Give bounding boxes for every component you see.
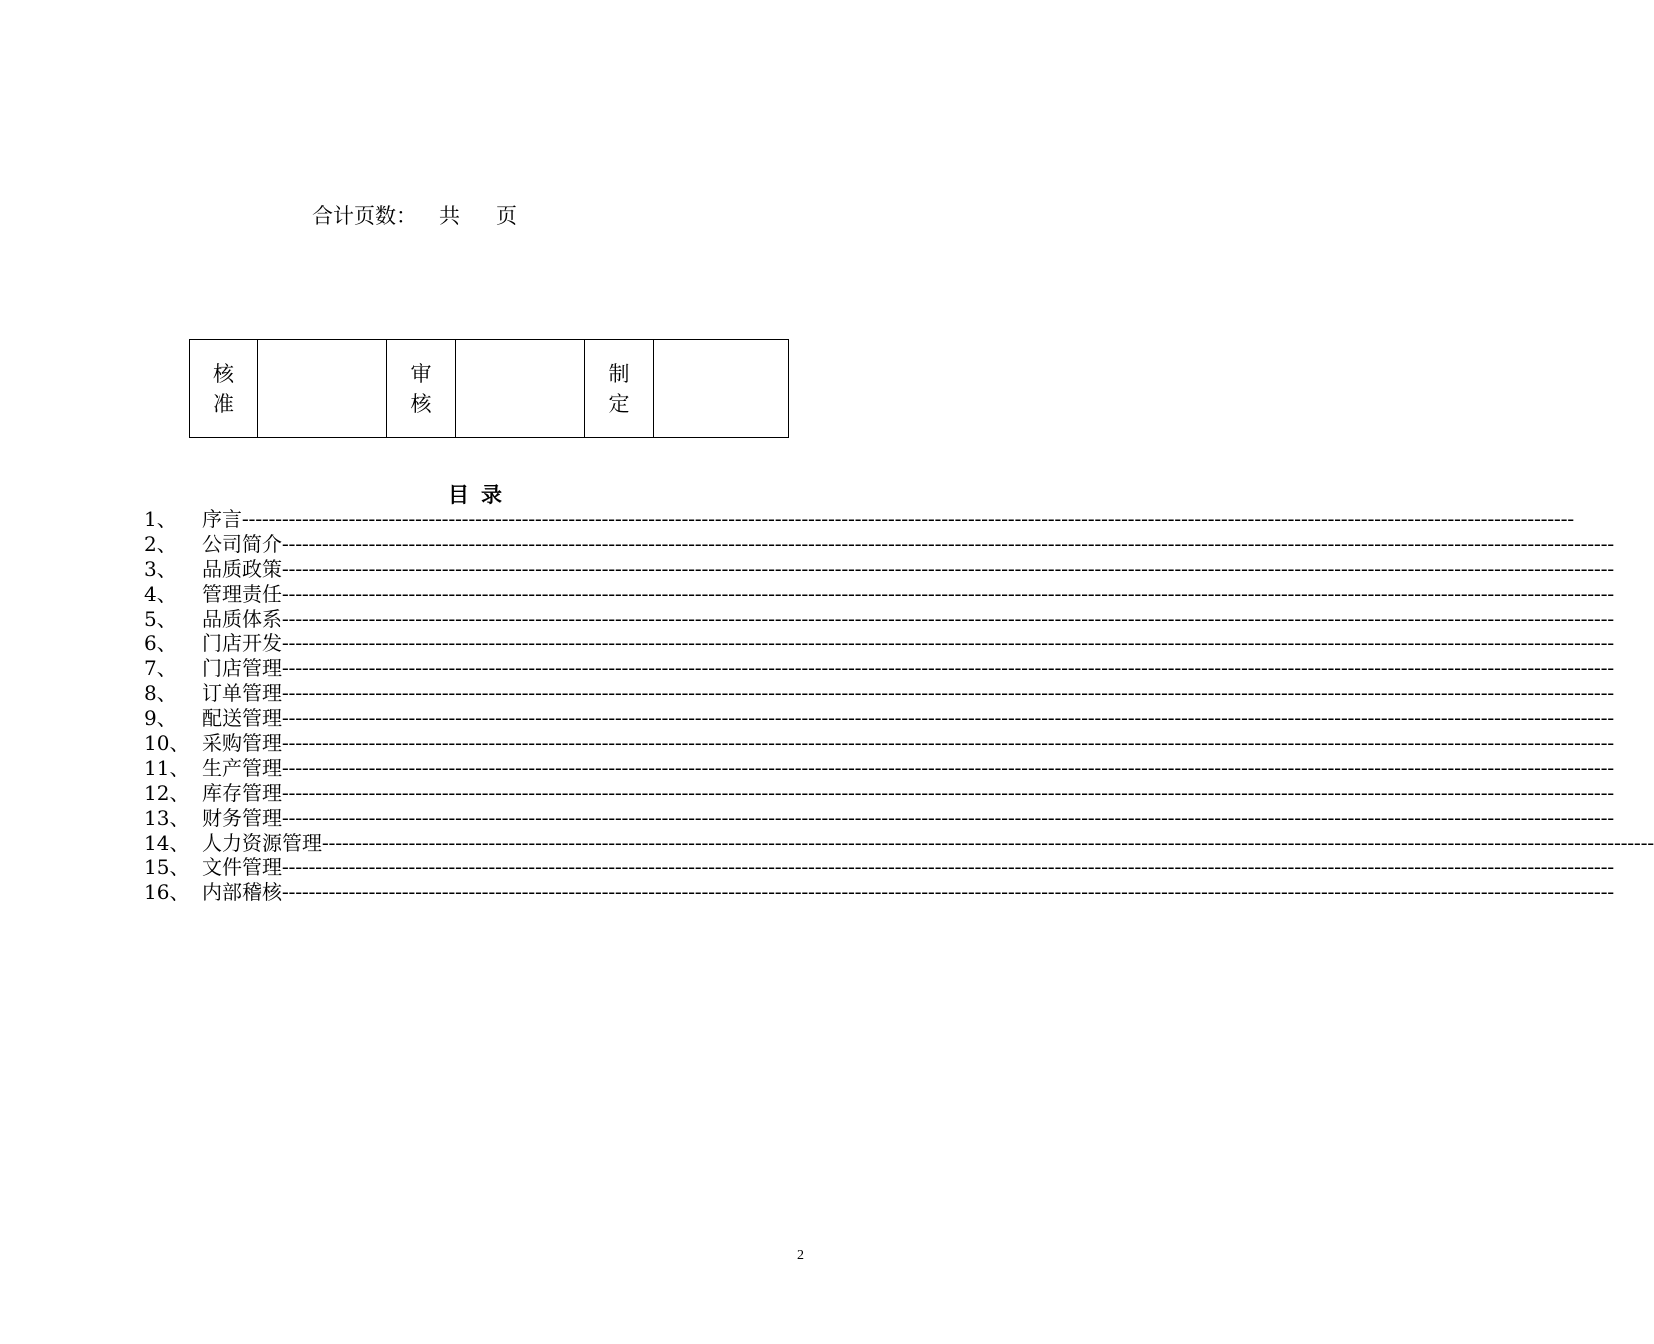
- toc-item-title: 门店开发: [202, 631, 282, 656]
- toc-dot-leader: --------------------------------------------------------------------------------------------------------------------------------------------------------------------------------------------------------: [282, 856, 1615, 879]
- toc-item[interactable]: [144, 755, 1615, 781]
- toc-dot-leader: --------------------------------------------------------------------------------------------------------------------------------------------------------------------------------------------------------: [282, 682, 1615, 705]
- approve-value-cell[interactable]: [258, 340, 387, 438]
- toc-item-number: 11、: [144, 755, 190, 780]
- toc-dot-leader: --------------------------------------------------------------------------------------------------------------------------------------------------------------------------------------------------------: [282, 756, 1615, 779]
- approve-label-char-2: 准: [213, 391, 234, 416]
- toc-item-number: 6、: [144, 631, 177, 656]
- toc-item-title: 人力资源管理: [202, 830, 322, 855]
- approve-label: [190, 340, 258, 438]
- page-count-suffix: 页: [496, 204, 517, 228]
- establish-label: [585, 340, 654, 438]
- toc-item-number: 2、: [144, 531, 177, 556]
- toc-item-title: 门店管理: [202, 656, 282, 681]
- toc-item-number: 8、: [144, 681, 177, 706]
- toc-dot-leader: --------------------------------------------------------------------------------------------------------------------------------------------------------------------------------------------------------: [282, 632, 1615, 655]
- toc-dot-leader: --------------------------------------------------------------------------------------------------------------------------------------------------------------------------------------------------------: [282, 806, 1615, 829]
- toc-item-number: 1、: [144, 507, 177, 531]
- establish-value-cell[interactable]: [654, 340, 789, 438]
- toc-item-title: 配送管理: [202, 706, 282, 731]
- approve-label-char-1: 核: [213, 361, 234, 386]
- toc-item[interactable]: [144, 631, 1615, 656]
- approval-table: [189, 339, 789, 438]
- establish-label-char-1: 制: [608, 361, 630, 386]
- toc-item[interactable]: [144, 581, 1615, 607]
- toc-item[interactable]: [144, 880, 1615, 905]
- toc-item-title: 品质体系: [202, 606, 282, 631]
- toc-title: 目录: [448, 483, 514, 507]
- toc-dot-leader: --------------------------------------------------------------------------------------------------------------------------------------------------------------------------------------------------------: [282, 557, 1615, 580]
- page-count-line: [312, 200, 517, 230]
- toc-item-title: 管理责任: [202, 581, 282, 606]
- page-count-prefix: 共: [439, 204, 460, 228]
- toc-dot-leader: --------------------------------------------------------------------------------------------------------------------------------------------------------------------------------------------------------: [322, 831, 1654, 854]
- review-value-cell[interactable]: [456, 340, 585, 438]
- toc-item[interactable]: [144, 507, 1575, 532]
- toc-item-title: 财务管理: [202, 805, 282, 830]
- toc-item[interactable]: [144, 805, 1615, 831]
- toc-dot-leader: --------------------------------------------------------------------------------------------------------------------------------------------------------------------------------------------------------: [282, 607, 1615, 630]
- toc-item-title: 文件管理: [202, 855, 282, 880]
- toc-item-number: 4、: [144, 581, 177, 606]
- toc-item-number: 3、: [144, 556, 177, 581]
- toc-item[interactable]: [144, 855, 1615, 880]
- toc-dot-leader: --------------------------------------------------------------------------------------------------------------------------------------------------------------------------------------------------------: [282, 582, 1615, 605]
- toc-item[interactable]: [144, 706, 1615, 731]
- toc-item-number: 13、: [144, 805, 190, 830]
- toc-list: [144, 507, 1654, 905]
- toc-item-number: 14、: [144, 830, 190, 855]
- toc-dot-leader: --------------------------------------------------------------------------------------------------------------------------------------------------------------------------------------------------------: [282, 781, 1615, 804]
- review-label-char-1: 审: [410, 361, 432, 386]
- toc-item[interactable]: [144, 681, 1615, 706]
- establish-label-char-2: 定: [608, 391, 630, 416]
- toc-dot-leader: --------------------------------------------------------------------------------------------------------------------------------------------------------------------------------------------------------: [242, 508, 1575, 530]
- toc-item[interactable]: [144, 731, 1615, 756]
- toc-item-title: 序言: [202, 507, 242, 531]
- review-label-char-2: 核: [410, 391, 432, 416]
- toc-dot-leader: --------------------------------------------------------------------------------------------------------------------------------------------------------------------------------------------------------: [282, 707, 1615, 730]
- toc-item-title: 订单管理: [202, 681, 282, 706]
- toc-item[interactable]: [144, 531, 1615, 557]
- toc-item-number: 9、: [144, 706, 177, 731]
- page-number: 2: [797, 1248, 804, 1263]
- toc-item-number: 10、: [144, 731, 190, 756]
- toc-item-title: 库存管理: [202, 780, 282, 805]
- toc-item[interactable]: [144, 606, 1615, 632]
- toc-item-title: 采购管理: [202, 731, 282, 756]
- toc-item[interactable]: [144, 656, 1615, 681]
- page-count-label: 合计页数：: [312, 204, 417, 228]
- toc-item-title: 生产管理: [202, 755, 282, 780]
- toc-dot-leader: --------------------------------------------------------------------------------------------------------------------------------------------------------------------------------------------------------: [282, 657, 1615, 680]
- toc-item-number: 15、: [144, 855, 190, 880]
- toc-item[interactable]: [144, 830, 1654, 856]
- toc-item-title: 品质政策: [202, 556, 282, 581]
- toc-dot-leader: --------------------------------------------------------------------------------------------------------------------------------------------------------------------------------------------------------: [282, 532, 1615, 555]
- toc-item-number: 7、: [144, 656, 177, 681]
- toc-item-title: 内部稽核: [202, 880, 282, 905]
- toc-item-number: 5、: [144, 606, 177, 631]
- toc-item-title: 公司简介: [202, 531, 282, 556]
- toc-dot-leader: --------------------------------------------------------------------------------------------------------------------------------------------------------------------------------------------------------: [282, 732, 1615, 755]
- toc-item-number: 16、: [144, 880, 190, 905]
- toc-item[interactable]: [144, 780, 1615, 806]
- toc-item[interactable]: [144, 556, 1615, 582]
- review-label: [387, 340, 456, 438]
- toc-item-number: 12、: [144, 780, 190, 805]
- toc-dot-leader: --------------------------------------------------------------------------------------------------------------------------------------------------------------------------------------------------------: [282, 881, 1615, 904]
